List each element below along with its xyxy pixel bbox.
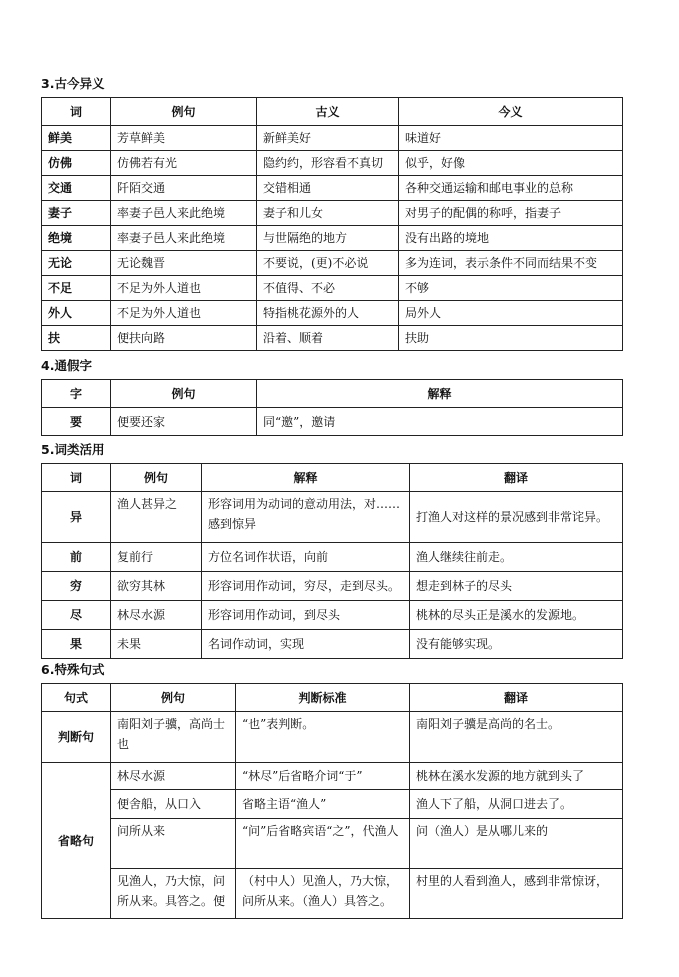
- word-cell: 前: [42, 543, 111, 572]
- header-cell: 例句: [111, 380, 257, 408]
- example-cell: 不足为外人道也: [111, 301, 257, 326]
- translation-cell: 南阳刘子骥是高尚的名士。: [410, 712, 623, 763]
- table-row: [42, 176, 623, 201]
- header-cell: 例句: [111, 98, 257, 126]
- word-cell: 妻子: [42, 201, 111, 226]
- example-cell: 问所从来: [111, 819, 236, 869]
- table-row: [42, 630, 623, 659]
- translation-cell: 打渔人对这样的景况感到非常诧异。: [410, 492, 623, 543]
- rule-cell: 省略主语“渔人”: [236, 790, 410, 819]
- modern-meaning-cell: 对男子的配偶的称呼，指妻子: [399, 201, 623, 226]
- example-cell: 芳草鲜美: [111, 126, 257, 151]
- word-cell: 无论: [42, 251, 111, 276]
- table-row: [42, 819, 623, 869]
- ancient-meaning-cell: 不要说，(更)不必说: [257, 251, 399, 276]
- example-cell: 率妻子邑人来此绝境: [111, 226, 257, 251]
- example-cell: 复前行: [111, 543, 202, 572]
- translation-cell: 没有能够实现。: [410, 630, 623, 659]
- example-cell: 渔人甚异之: [111, 492, 202, 543]
- translation-cell: 村里的人看到渔人，感到非常惊讶，: [410, 869, 623, 919]
- example-cell: 未果: [111, 630, 202, 659]
- example-cell: 林尽水源: [111, 601, 202, 630]
- translation-cell: 问（渔人）是从哪儿来的: [410, 819, 623, 869]
- word-cell: 穷: [42, 572, 111, 601]
- table-row: [42, 151, 623, 176]
- example-cell: 南阳刘子骥，高尚士也: [111, 712, 236, 763]
- header-cell: 词: [42, 98, 111, 126]
- table-row: [42, 543, 623, 572]
- header-cell: 解释: [202, 464, 410, 492]
- section-title-part-of-speech-usage: 5.词类活用: [41, 442, 105, 457]
- ancient-meaning-cell: 交错相通: [257, 176, 399, 201]
- header-cell: 判断标准: [236, 684, 410, 712]
- modern-meaning-cell: 扶助: [399, 326, 623, 351]
- example-cell: 阡陌交通: [111, 176, 257, 201]
- table-row: [42, 126, 623, 151]
- rule-cell: “林尽”后省略介词“于”: [236, 763, 410, 790]
- rule-cell: “也”表判断。: [236, 712, 410, 763]
- table-row: [42, 492, 623, 543]
- rule-cell: （村中人）见渔人，乃大惊，问所从来。（渔人）具答之。: [236, 869, 410, 919]
- explanation-cell: 同“邀”，邀请: [257, 408, 623, 436]
- section-title-interchangeable-characters: 4.通假字: [41, 358, 92, 373]
- explanation-cell: 形容词用作动词，到尽头: [202, 601, 410, 630]
- word-cell: 仿佛: [42, 151, 111, 176]
- header-cell: 翻译: [410, 684, 623, 712]
- header-cell: 句式: [42, 684, 111, 712]
- modern-meaning-cell: 不够: [399, 276, 623, 301]
- modern-meaning-cell: 各种交通运输和邮电事业的总称: [399, 176, 623, 201]
- example-cell: 仿佛若有光: [111, 151, 257, 176]
- ancient-modern-meaning-table: [41, 97, 623, 351]
- translation-cell: 桃林在溪水发源的地方就到头了: [410, 763, 623, 790]
- example-cell: 欲穷其林: [111, 572, 202, 601]
- interchangeable-characters-table: [41, 379, 623, 436]
- table-row: [42, 712, 623, 763]
- word-cell: 外人: [42, 301, 111, 326]
- word-cell: 尽: [42, 601, 111, 630]
- example-cell: 林尽水源: [111, 763, 236, 790]
- table-row: [42, 408, 623, 436]
- modern-meaning-cell: 多为连词，表示条件不同而结果不变: [399, 251, 623, 276]
- header-cell: 解释: [257, 380, 623, 408]
- header-cell: 翻译: [410, 464, 623, 492]
- section-title-special-sentence-patterns: 6.特殊句式: [41, 662, 105, 677]
- pattern-cell: 判断句: [42, 712, 111, 763]
- header-cell: 例句: [111, 684, 236, 712]
- ancient-meaning-cell: 隐约约，形容看不真切: [257, 151, 399, 176]
- part-of-speech-usage-table: [41, 463, 623, 659]
- special-sentence-patterns-table: [41, 683, 623, 919]
- table-row: [42, 276, 623, 301]
- ancient-meaning-cell: 新鲜美好: [257, 126, 399, 151]
- word-cell: 鲜美: [42, 126, 111, 151]
- section-title-ancient-modern-meaning: 3.古今异义: [41, 76, 105, 91]
- example-cell: 见渔人，乃大惊，问所从来。具答之。便: [111, 869, 236, 919]
- explanation-cell: 方位名词作状语，向前: [202, 543, 410, 572]
- ancient-meaning-cell: 不值得、不必: [257, 276, 399, 301]
- word-cell: 果: [42, 630, 111, 659]
- translation-cell: 想走到林子的尽头: [410, 572, 623, 601]
- translation-cell: 渔人继续往前走。: [410, 543, 623, 572]
- word-cell: 不足: [42, 276, 111, 301]
- table-row: [42, 763, 623, 790]
- table-row: [42, 601, 623, 630]
- explanation-cell: 形容词用为动词的意动用法，对……感到惊异: [202, 492, 410, 543]
- table-row: [42, 301, 623, 326]
- table-row: [42, 869, 623, 919]
- word-cell: 异: [42, 492, 111, 543]
- table-row: [42, 326, 623, 351]
- translation-cell: 渔人下了船，从洞口进去了。: [410, 790, 623, 819]
- ancient-meaning-cell: 沿着、顺着: [257, 326, 399, 351]
- example-cell: 便要还家: [111, 408, 257, 436]
- example-cell: 率妻子邑人来此绝境: [111, 201, 257, 226]
- word-cell: 要: [42, 408, 111, 436]
- table-row: [42, 201, 623, 226]
- modern-meaning-cell: 似乎，好像: [399, 151, 623, 176]
- explanation-cell: 名词作动词，实现: [202, 630, 410, 659]
- header-cell: 例句: [111, 464, 202, 492]
- ancient-meaning-cell: 妻子和儿女: [257, 201, 399, 226]
- table-row: [42, 226, 623, 251]
- modern-meaning-cell: 没有出路的境地: [399, 226, 623, 251]
- example-cell: 便舍船，从口入: [111, 790, 236, 819]
- modern-meaning-cell: 味道好: [399, 126, 623, 151]
- word-cell: 扶: [42, 326, 111, 351]
- ancient-meaning-cell: 特指桃花源外的人: [257, 301, 399, 326]
- translation-cell: 桃林的尽头正是溪水的发源地。: [410, 601, 623, 630]
- word-cell: 交通: [42, 176, 111, 201]
- pattern-cell: 省略句: [42, 763, 111, 919]
- header-cell: 古义: [257, 98, 399, 126]
- ancient-meaning-cell: 与世隔绝的地方: [257, 226, 399, 251]
- explanation-cell: 形容词用作动词，穷尽，走到尽头。: [202, 572, 410, 601]
- table-row: [42, 572, 623, 601]
- header-cell: 字: [42, 380, 111, 408]
- rule-cell: “问”后省略宾语“之”，代渔人: [236, 819, 410, 869]
- table-row: [42, 251, 623, 276]
- header-cell: 今义: [399, 98, 623, 126]
- table-row: [42, 790, 623, 819]
- word-cell: 绝境: [42, 226, 111, 251]
- example-cell: 不足为外人道也: [111, 276, 257, 301]
- example-cell: 便扶向路: [111, 326, 257, 351]
- header-cell: 词: [42, 464, 111, 492]
- example-cell: 无论魏晋: [111, 251, 257, 276]
- modern-meaning-cell: 局外人: [399, 301, 623, 326]
